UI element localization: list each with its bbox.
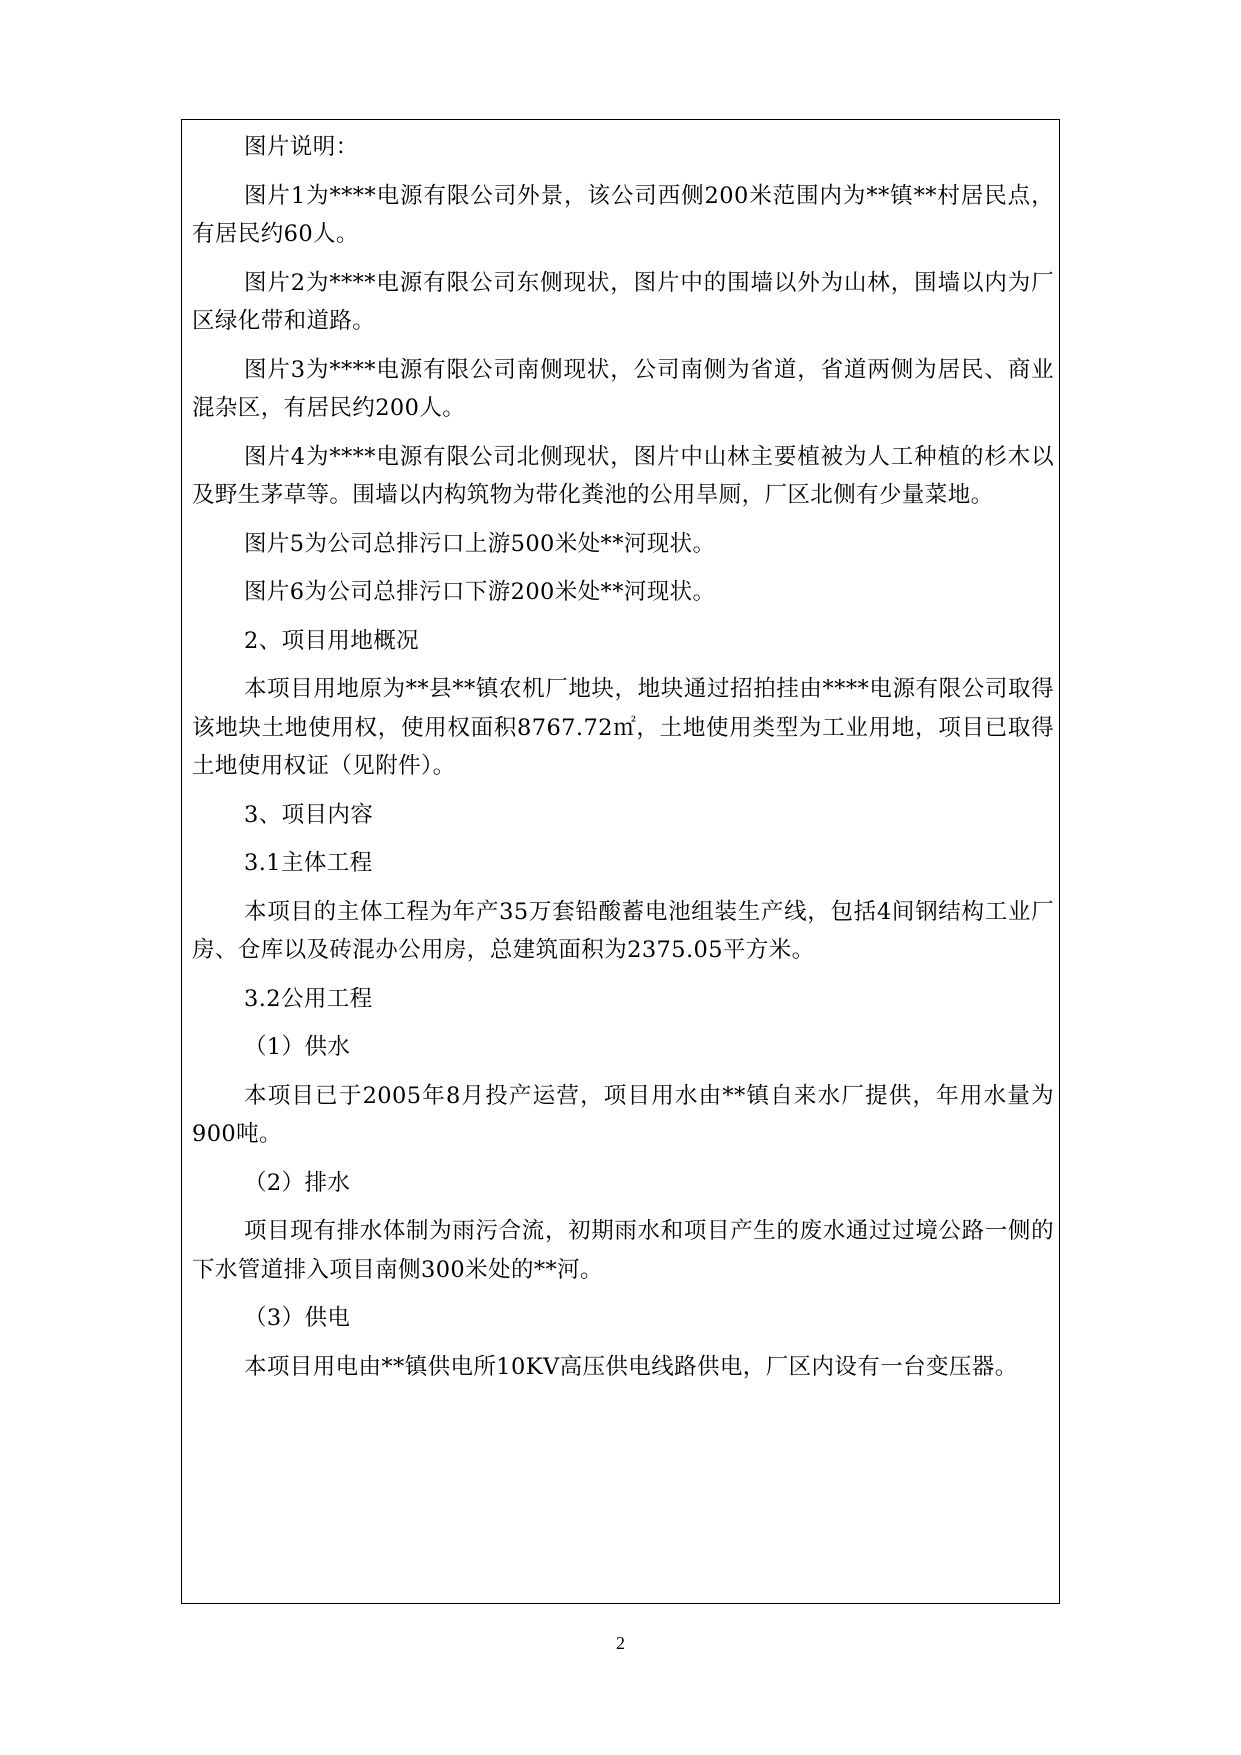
section-heading-land-use: 2、项目用地概况 bbox=[244, 627, 420, 654]
paragraph-picture-5: 图片5为公司总排污口上游500米处**河现状。 bbox=[244, 530, 716, 557]
paragraph-land-use: 本项目用地原为**县**镇农机厂地块，地块通过招拍挂由****电源有限公司取得该地块土地使用权，使用权面积8767.72㎡，土地使用类型为工业用地，项目已取得土地使用权证（见附件）。 bbox=[192, 676, 1054, 779]
paragraph-picture-4: 图片4为****电源有限公司北侧现状，图片中山林主要植被为人工种植的杉木以及野生茅草等。围墙以内构筑物为带化粪池的公用旱厕，厂区北侧有少量菜地。 bbox=[192, 443, 1054, 508]
item-heading-water-supply: （1）供水 bbox=[244, 1034, 351, 1060]
paragraph-power-supply: 本项目用电由**镇供电所10KV高压供电线路供电，厂区内设有一台变压器。 bbox=[244, 1353, 1018, 1380]
paragraph-picture-1: 图片1为****电源有限公司外景，该公司西侧200米范围内为**镇**村居民点，有居民约60人。 bbox=[192, 182, 1054, 247]
paragraph-picture-6: 图片6为公司总排污口下游200米处**河现状。 bbox=[244, 579, 716, 605]
section-heading-picture-notes: 图片说明： bbox=[244, 134, 359, 160]
page-number: 2 bbox=[616, 1633, 625, 1653]
subsection-heading-public-works: 3.2公用工程 bbox=[244, 985, 373, 1012]
paragraph-water-supply: 本项目已于2005年8月投产运营，项目用水由**镇自来水厂提供，年用水量为900吨。 bbox=[192, 1082, 1054, 1147]
item-heading-power-supply: （3）供电 bbox=[244, 1305, 351, 1331]
paragraph-main-works: 本项目的主体工程为年产35万套铅酸蓄电池组装生产线，包括4间钢结构工业厂房、仓库以及砖混办公用房，总建筑面积为2375.05平方米。 bbox=[192, 898, 1054, 963]
section-heading-project-content: 3、项目内容 bbox=[244, 801, 374, 828]
paragraph-picture-2: 图片2为****电源有限公司东侧现状，图片中的围墙以外为山林，围墙以内为厂区绿化带和道路。 bbox=[192, 269, 1054, 334]
subsection-heading-main-works: 3.1主体工程 bbox=[244, 850, 373, 876]
paragraph-picture-3: 图片3为****电源有限公司南侧现状，公司南侧为省道，省道两侧为居民、商业混杂区，有居民约200人。 bbox=[192, 356, 1054, 421]
document-body bbox=[192, 128, 1054, 1386]
paragraph-drainage: 项目现有排水体制为雨污合流，初期雨水和项目产生的废水通过过境公路一侧的下水管道排入项目南侧300米处的**河。 bbox=[192, 1218, 1054, 1283]
item-heading-drainage: （2）排水 bbox=[244, 1169, 351, 1196]
